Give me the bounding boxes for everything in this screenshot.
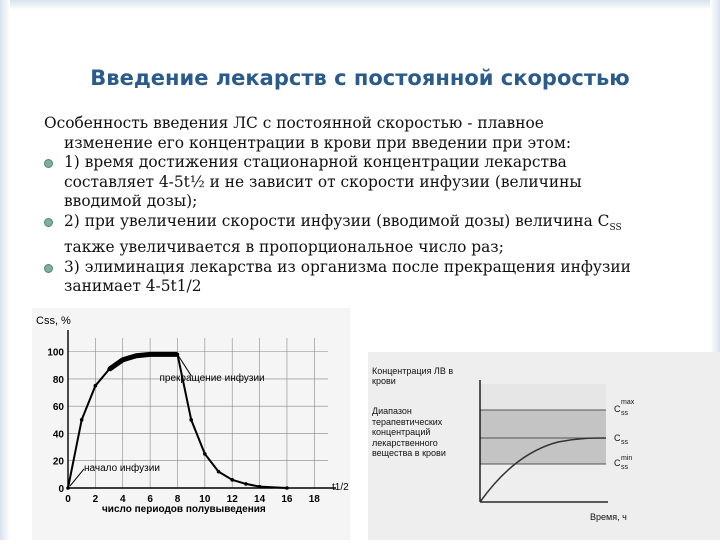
data-point — [285, 486, 289, 490]
bullet-2-subscript: SS — [609, 222, 622, 233]
data-point — [148, 353, 152, 357]
x-tick-label: 10 — [199, 494, 211, 505]
therapeutic-range-band — [480, 410, 606, 464]
tick-labels — [47, 348, 320, 505]
bullet-1-line-2: составляет 4-5t½ и не зависит от скорости инфузии (величины — [64, 172, 582, 191]
data-point — [189, 418, 193, 422]
x-tick-label: 6 — [147, 494, 153, 505]
bullet-item — [44, 212, 704, 258]
y-tick-label: 100 — [47, 347, 64, 359]
data-point — [217, 470, 221, 474]
data-point — [66, 486, 70, 490]
bullet-3-line-1: 3) элиминация лекарства из организма после прекращения инфузии — [64, 257, 631, 276]
infusion-chart-svg — [32, 308, 350, 540]
therapeutic-range-svg — [368, 352, 720, 540]
bullet-icon — [44, 218, 53, 227]
bullet-list — [44, 153, 704, 297]
x-axis-end-label: t1/2 — [332, 482, 349, 493]
css-label — [614, 433, 629, 446]
range-label: Диапазон терапевтических концентраций лекарственного вещества в крови — [372, 406, 446, 458]
y-axis-label: Концентрация ЛВ в крови — [372, 366, 454, 386]
y-tick-label: 80 — [52, 374, 64, 386]
data-point — [121, 358, 125, 362]
svg-text:ss: ss — [621, 464, 628, 471]
x-tick-label: 2 — [92, 494, 99, 505]
x-tick-label: 12 — [226, 494, 238, 505]
cmin-label — [614, 455, 632, 471]
svg-text:ss: ss — [621, 439, 628, 446]
bullet-icon — [44, 264, 53, 273]
intro-line-2: изменение его концентрации в крови при введении при этом: — [64, 133, 572, 152]
data-point — [94, 384, 98, 388]
data-point — [230, 478, 234, 482]
y-tick-label: 60 — [52, 402, 64, 414]
bullet-2-line-1: 2) при увеличении скорости инфузии (вводимой дозы) величина C — [64, 211, 610, 230]
slide-body — [44, 114, 704, 297]
annotation-label: прекращение инфузии — [159, 372, 265, 384]
data-point — [244, 482, 248, 486]
intro-paragraph — [44, 114, 704, 153]
bullet-item — [44, 258, 704, 297]
x-tick-label: 18 — [308, 494, 320, 505]
bullet-2-line-2: также увеличивается в пропорциональное число раз; — [64, 238, 504, 257]
bullet-3-line-2: занимает 4-5t1/2 — [64, 277, 202, 296]
y-axis-label: Css, % — [36, 315, 71, 327]
data-point — [258, 485, 262, 489]
x-tick-label: 8 — [174, 494, 181, 505]
data-point — [80, 418, 84, 422]
annotations — [70, 354, 265, 486]
x-axis-label: число периодов полувыведения — [102, 504, 266, 515]
therapeutic-range-chart — [368, 352, 720, 540]
slide-title: Введение лекарств с постоянной скоростью — [90, 66, 630, 90]
y-tick-label: 20 — [52, 456, 64, 468]
infusion-chart — [32, 308, 350, 540]
x-tick-label: 4 — [119, 494, 126, 505]
x-tick-label: 16 — [281, 494, 293, 505]
annotation-label: начало инфузии — [84, 462, 160, 474]
svg-text:ss: ss — [621, 410, 628, 417]
svg-text:C: C — [614, 404, 621, 414]
y-tick-label: 0 — [58, 484, 64, 495]
cmax-label — [614, 399, 635, 417]
svg-text:min: min — [621, 455, 633, 462]
data-point — [107, 368, 111, 372]
bullet-1-line-3: вводимой дозы); — [64, 192, 198, 210]
slide-frame-top — [0, 0, 720, 10]
bullet-item — [44, 153, 704, 212]
svg-text:C: C — [614, 433, 621, 443]
svg-text:C: C — [614, 458, 621, 468]
series-plateau — [109, 354, 177, 369]
data-point — [203, 452, 207, 456]
bullet-icon — [44, 159, 53, 168]
x-axis-label: Время, ч — [590, 512, 627, 522]
data-point — [162, 353, 166, 357]
y-tick-label: 40 — [52, 429, 64, 441]
bullet-1-line-1: 1) время достижения стационарной концентрации лекарства — [64, 153, 567, 171]
intro-line-1: Особенность введения ЛС с постоянной скоростью - плавное — [44, 114, 544, 132]
x-tick-label: 0 — [65, 494, 71, 505]
svg-text:max: max — [621, 399, 635, 406]
x-tick-label: 14 — [254, 494, 266, 505]
data-point — [135, 354, 139, 358]
above-range-band — [480, 384, 606, 410]
